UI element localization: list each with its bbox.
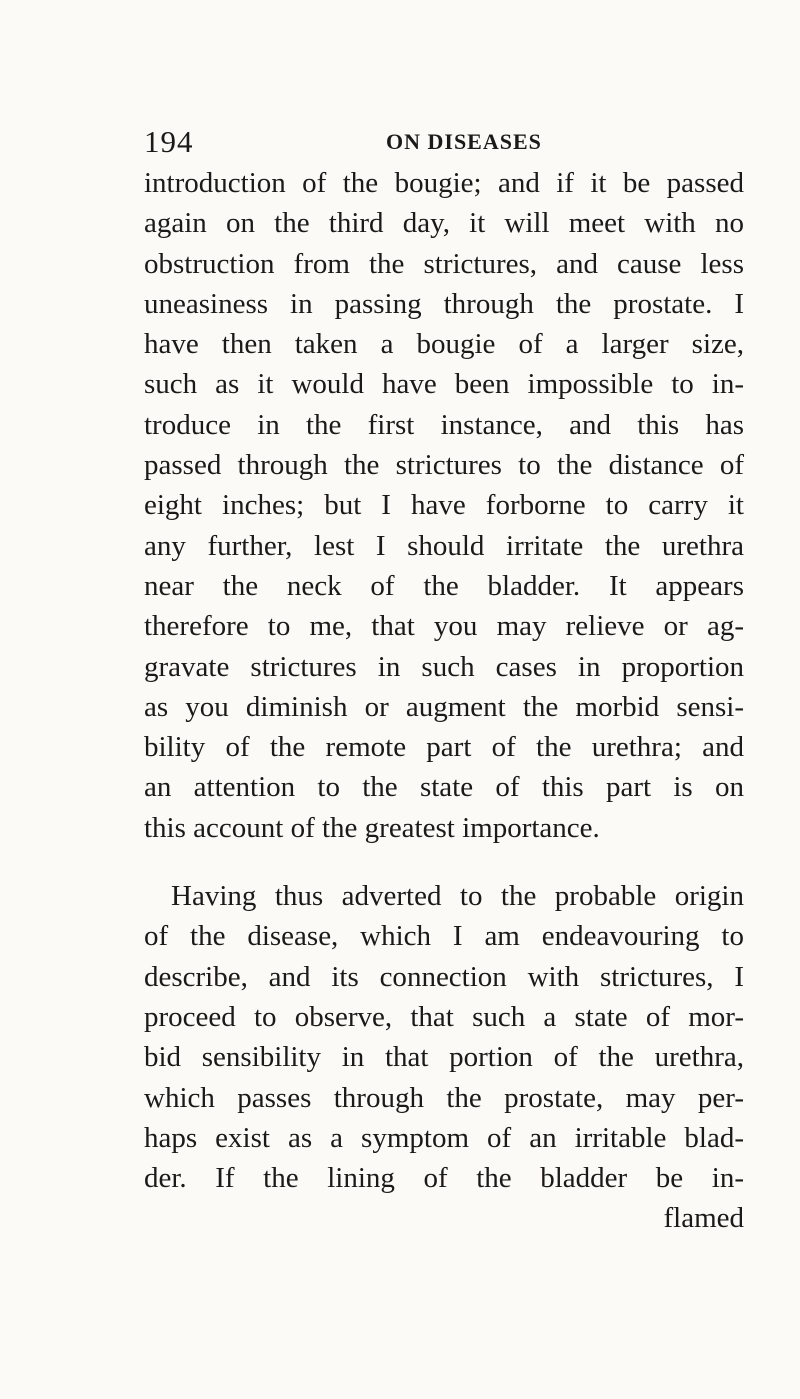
text-line: therefore to me, that you may relieve or ag- xyxy=(144,610,744,643)
running-title: ON DISEASES xyxy=(386,129,542,154)
text-line: der. If the lining of the bladder be in- xyxy=(144,1162,744,1195)
text-line: an attention to the state of this part is on xyxy=(144,771,744,804)
text-line: of the disease, which I am endeavouring to xyxy=(144,920,744,953)
text-line: uneasiness in passing through the prostate. I xyxy=(144,287,744,320)
text-line: introduction of the bougie; and if it be passed xyxy=(144,167,744,199)
page-number: 194 xyxy=(144,124,194,159)
paragraph-1 xyxy=(144,163,744,848)
paragraph-2 xyxy=(144,876,744,1198)
text-line: haps exist as a symptom of an irritable blad- xyxy=(144,1121,744,1154)
text-line: obstruction from the strictures, and cause less xyxy=(144,247,744,280)
text-line: any further, lest I should irritate the urethra xyxy=(144,529,744,562)
text-line: again on the third day, it will meet with no xyxy=(144,207,744,240)
text-line: Having thus adverted to the probable origin xyxy=(171,880,744,913)
body-text xyxy=(144,163,744,1239)
text-line: bility of the remote part of the urethra; and xyxy=(144,731,744,764)
text-line: eight inches; but I have forborne to carry it xyxy=(144,489,744,522)
text-line: describe, and its connection with strictures, I xyxy=(144,960,744,993)
text-line: which passes through the prostate, may per- xyxy=(144,1081,744,1114)
running-head xyxy=(144,124,744,158)
catchword: flamed xyxy=(663,1202,744,1235)
paragraph-gap xyxy=(144,848,744,876)
text-line: proceed to observe, that such a state of mor- xyxy=(144,1000,744,1033)
text-line: have then taken a bougie of a larger size, xyxy=(144,328,744,361)
text-line: such as it would have been impossible to in- xyxy=(144,368,744,401)
text-line: bid sensibility in that portion of the urethra, xyxy=(144,1041,744,1074)
text-line: as you diminish or augment the morbid sensi- xyxy=(144,690,744,723)
text-line: troduce in the first instance, and this has xyxy=(144,408,744,441)
text-line: gravate strictures in such cases in proportion xyxy=(144,650,744,683)
text-line: near the neck of the bladder. It appears xyxy=(144,569,744,602)
text-line: this account of the greatest importance. xyxy=(144,811,600,844)
text-line: passed through the strictures to the distance of xyxy=(144,449,744,482)
